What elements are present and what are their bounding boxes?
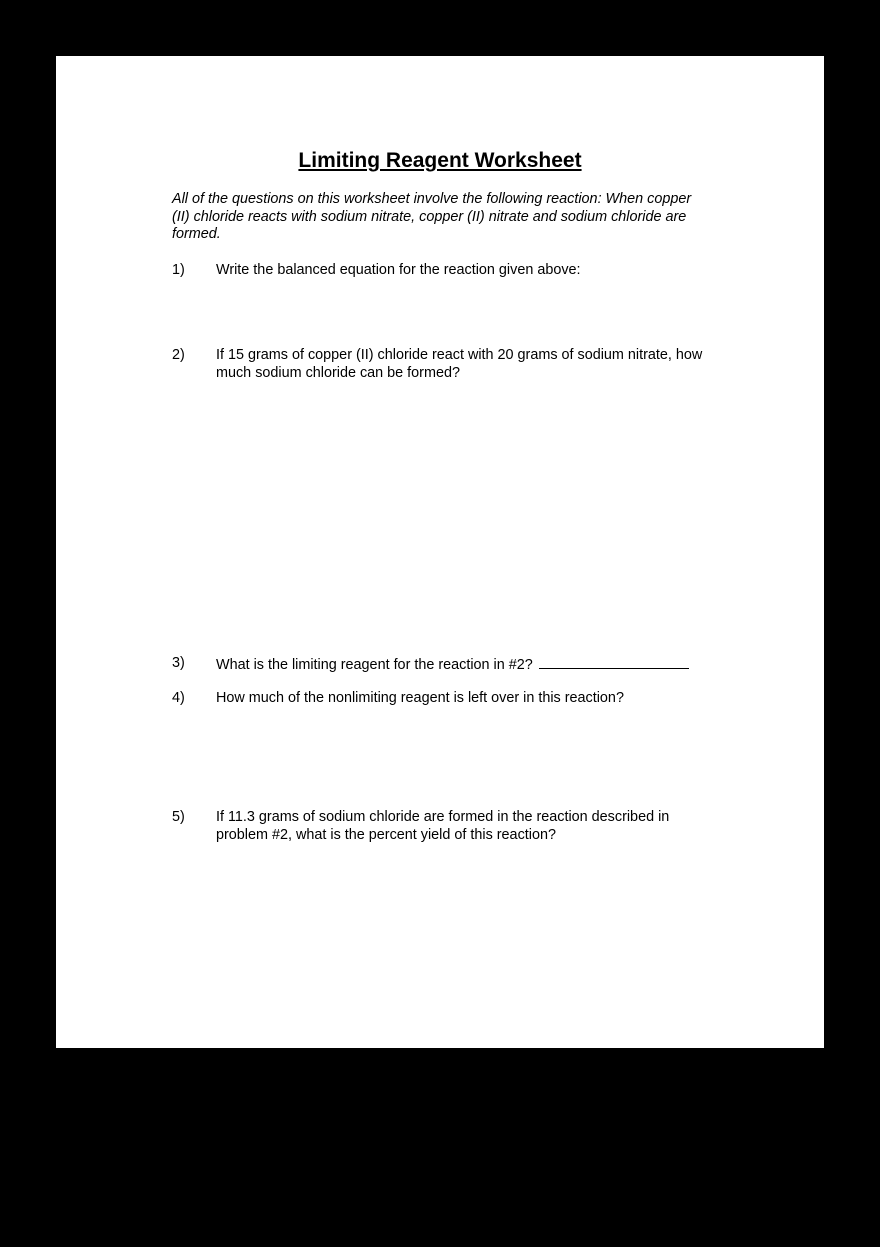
question-2 <box>172 347 712 382</box>
question-5 <box>172 809 712 844</box>
question-text: How much of the nonlimiting reagent is left over in this reaction? <box>216 690 624 706</box>
question-text-wrap <box>216 655 712 675</box>
question-text: What is the limiting reagent for the reaction in #2? <box>216 657 533 673</box>
question-1 <box>172 262 712 280</box>
worksheet-page <box>56 56 824 1048</box>
question-text: If 11.3 grams of sodium chloride are formed in the reaction described in problem #2, what is the percent yield of this reaction? <box>216 809 670 843</box>
question-number: 4) <box>172 690 185 706</box>
question-number: 5) <box>172 809 185 825</box>
question-text: If 15 grams of copper (II) chloride react with 20 grams of sodium nitrate, how much sodium chloride can be formed? <box>216 347 703 381</box>
question-number: 1) <box>172 262 185 278</box>
question-4 <box>172 690 712 708</box>
question-number: 3) <box>172 655 185 671</box>
answer-blank-line[interactable] <box>539 655 689 669</box>
page-title: Limiting Reagent Worksheet <box>298 149 582 172</box>
question-number: 2) <box>172 347 185 363</box>
question-text: Write the balanced equation for the reaction given above: <box>216 262 581 278</box>
intro-paragraph: All of the questions on this worksheet involve the following reaction: When copper (II) chloride reacts with sodium nitrate, copper (II) nitrate and sodium chloride are formed. <box>172 191 692 243</box>
question-3 <box>172 655 712 675</box>
